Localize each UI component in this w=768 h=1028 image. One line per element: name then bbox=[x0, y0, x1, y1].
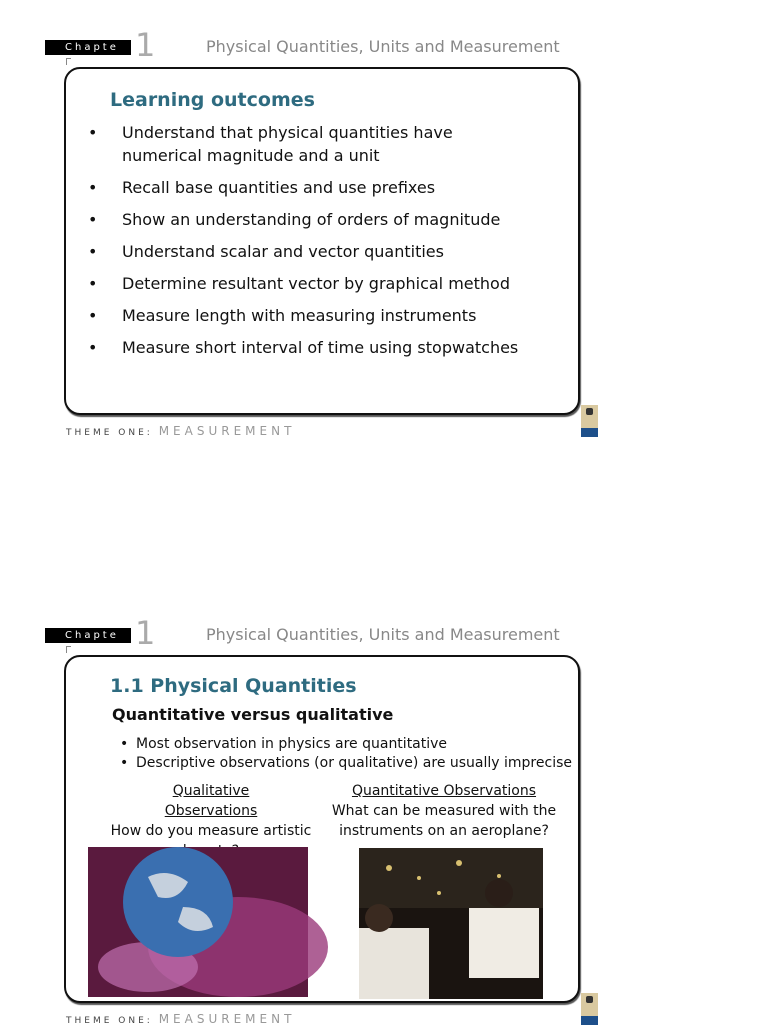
earth-art-image bbox=[88, 847, 308, 997]
theme-footer: THEME ONE: MEASUREMENT bbox=[66, 1012, 296, 1026]
corner-mark bbox=[66, 58, 71, 65]
list-item: • Understand scalar and vector quantities bbox=[88, 240, 518, 263]
list-item: • Understand that physical quantities have numerical magnitude and a unit bbox=[88, 121, 482, 167]
column-text: What can be measured with the instruments on an aeroplane? bbox=[331, 803, 557, 839]
slide-page-1 bbox=[0, 0, 768, 440]
list-item: • Descriptive observations (or qualitative) are usually imprecise bbox=[120, 754, 572, 773]
column-heading: Quantitative Observations bbox=[351, 783, 537, 799]
list-item: • Determine resultant vector by graphical method bbox=[88, 272, 518, 295]
list-item: • Show an understanding of orders of magnitude bbox=[88, 208, 518, 231]
slide-subtitle: Quantitative versus qualitative bbox=[112, 705, 394, 724]
chapter-title: Physical Quantities, Units and Measurement bbox=[206, 37, 560, 56]
bullet-list bbox=[120, 735, 572, 773]
pearson-logo bbox=[581, 405, 598, 437]
chapter-number: 1 bbox=[135, 614, 156, 652]
list-item: • Measure short interval of time using stopwatches bbox=[88, 336, 518, 359]
chapter-label: Chapte bbox=[45, 628, 131, 643]
cockpit-image bbox=[359, 848, 543, 999]
chapter-title: Physical Quantities, Units and Measurement bbox=[206, 625, 560, 644]
list-item: • Measure length with measuring instruments bbox=[88, 304, 518, 327]
corner-mark bbox=[66, 646, 71, 653]
learning-outcomes-list bbox=[88, 121, 518, 368]
column-heading: Qualitative Observations bbox=[164, 783, 258, 819]
slide-title: Learning outcomes bbox=[110, 89, 315, 111]
column-text: How do you measure artistic bbox=[110, 823, 312, 839]
slide-box bbox=[64, 67, 580, 415]
slide-page-2 bbox=[0, 588, 768, 1028]
slide-title: 1.1 Physical Quantities bbox=[110, 675, 357, 697]
list-item: • Most observation in physics are quantitative bbox=[120, 735, 572, 754]
chapter-label: Chapte bbox=[45, 40, 131, 55]
theme-footer: THEME ONE: MEASUREMENT bbox=[66, 424, 296, 438]
chapter-number: 1 bbox=[135, 26, 156, 64]
list-item: • Recall base quantities and use prefixes bbox=[88, 176, 518, 199]
pearson-logo bbox=[581, 993, 598, 1025]
qualitative-column bbox=[106, 781, 316, 839]
quantitative-column bbox=[324, 781, 564, 841]
